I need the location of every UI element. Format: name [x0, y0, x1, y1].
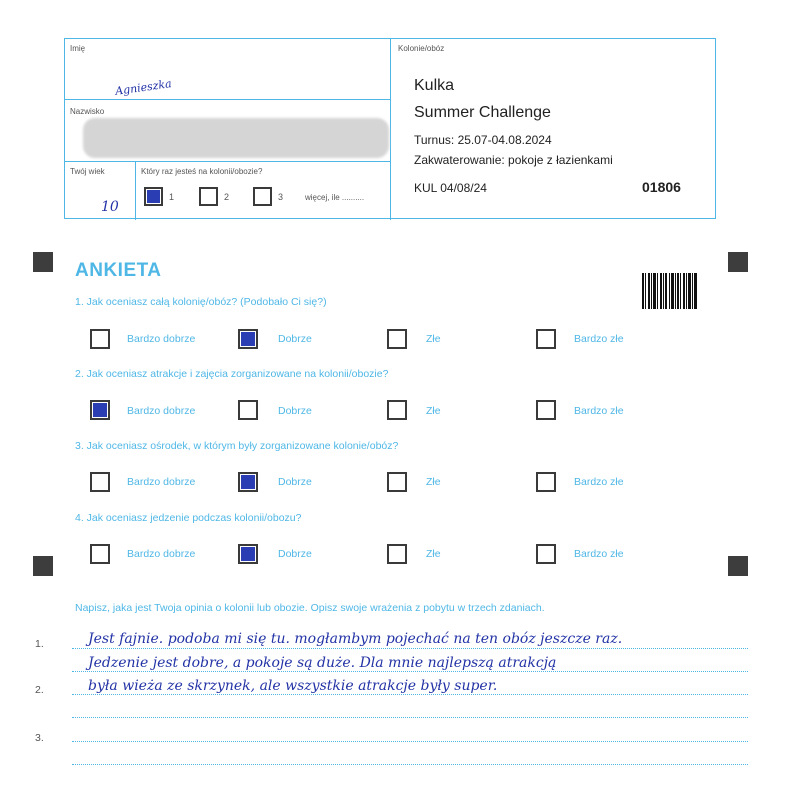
sentence-number: 1. — [35, 638, 44, 650]
ktory-raz-checkbox-2[interactable] — [199, 187, 218, 206]
q1-option-zle[interactable] — [387, 329, 407, 349]
q3-option-bardzo-zle[interactable] — [536, 472, 556, 492]
header-divider — [135, 161, 136, 220]
wiek-value[interactable]: 10 — [101, 199, 119, 215]
ktory-raz-checkbox-1[interactable] — [144, 187, 163, 206]
writing-line — [72, 671, 748, 672]
imie-label: Imię — [70, 44, 86, 53]
camp-code: KUL 04/08/24 — [414, 181, 487, 195]
q4-option-zle[interactable] — [387, 544, 407, 564]
nazwisko-label: Nazwisko — [70, 107, 105, 116]
header-form — [64, 38, 716, 219]
handwritten-line-3[interactable]: była wieża ze skrzynek, ale wszystkie atrakcje były super. — [88, 678, 498, 694]
registration-marker — [728, 556, 748, 576]
turnus-text: Turnus: 25.07-04.08.2024 — [414, 133, 552, 147]
q2-option-bardzo-dobrze[interactable] — [90, 400, 110, 420]
writing-line — [72, 741, 748, 742]
q2-option-dobrze[interactable] — [238, 400, 258, 420]
zakwaterowanie-text: Zakwaterowanie: pokoje z łazienkami — [414, 153, 613, 167]
kolonie-label: Kolonie/obóz — [398, 44, 445, 53]
option-label: Złe — [426, 333, 441, 345]
header-divider — [65, 99, 390, 100]
question-4-text: 4. Jak oceniasz jedzenie podczas kolonii/obozu? — [75, 512, 302, 524]
form-number: 01806 — [642, 179, 681, 195]
camp-subtitle: Summer Challenge — [414, 104, 551, 121]
registration-marker — [33, 252, 53, 272]
option-label: Bardzo złe — [574, 333, 624, 345]
wiecej-label[interactable]: więcej, ile .......... — [305, 193, 365, 202]
q1-option-dobrze[interactable] — [238, 329, 258, 349]
question-3-text: 3. Jak oceniasz ośrodek, w którym były zorganizowane kolonie/obóz? — [75, 440, 399, 452]
barcode — [642, 273, 697, 309]
option-label: Bardzo dobrze — [127, 548, 196, 560]
option-label: Złe — [426, 548, 441, 560]
header-divider — [390, 39, 391, 220]
ktory-raz-option-label: 2 — [224, 192, 230, 202]
sentence-number: 3. — [35, 732, 44, 744]
option-label: Bardzo dobrze — [127, 476, 196, 488]
option-label: Dobrze — [278, 548, 312, 560]
writing-line — [72, 694, 748, 695]
registration-marker — [33, 556, 53, 576]
option-label: Dobrze — [278, 476, 312, 488]
q4-option-bardzo-zle[interactable] — [536, 544, 556, 564]
option-label: Bardzo złe — [574, 476, 624, 488]
q1-option-bardzo-dobrze[interactable] — [90, 329, 110, 349]
registration-marker — [728, 252, 748, 272]
wiek-label: Twój wiek — [70, 167, 105, 176]
option-label: Dobrze — [278, 333, 312, 345]
q1-option-bardzo-zle[interactable] — [536, 329, 556, 349]
ktory-raz-label: Który raz jesteś na kolonii/obozie? — [141, 167, 263, 176]
ktory-raz-option-label: 1 — [169, 192, 175, 202]
writing-line — [72, 648, 748, 649]
q3-option-zle[interactable] — [387, 472, 407, 492]
ktory-raz-checkbox-3[interactable] — [253, 187, 272, 206]
option-label: Bardzo dobrze — [127, 333, 196, 345]
handwritten-line-2[interactable]: Jedzenie jest dobre, a pokoje są duże. Dla mnie najlepszą atrakcją — [88, 655, 557, 671]
option-label: Złe — [426, 405, 441, 417]
writing-line — [72, 764, 748, 765]
question-2-text: 2. Jak oceniasz atrakcje i zajęcia zorganizowane na kolonii/obozie? — [75, 368, 389, 380]
option-label: Złe — [426, 476, 441, 488]
q4-option-dobrze[interactable] — [238, 544, 258, 564]
question-1-text: 1. Jak oceniasz całą kolonię/obóz? (Podobało Ci się?) — [75, 296, 327, 308]
option-label: Bardzo dobrze — [127, 405, 196, 417]
option-label: Bardzo złe — [574, 405, 624, 417]
q3-option-dobrze[interactable] — [238, 472, 258, 492]
handwritten-line-1[interactable]: Jest fajnie. podoba mi się tu. mogłambym pojechać na ten obóz jeszcze raz. — [88, 631, 623, 647]
imie-value[interactable]: Agnieszka — [114, 77, 173, 98]
header-divider — [65, 161, 390, 162]
sentence-number: 2. — [35, 684, 44, 696]
camp-name: Kulka — [414, 77, 455, 94]
survey-title: ANKIETA — [75, 260, 162, 281]
option-label: Dobrze — [278, 405, 312, 417]
q4-option-bardzo-dobrze[interactable] — [90, 544, 110, 564]
q2-option-bardzo-zle[interactable] — [536, 400, 556, 420]
nazwisko-redacted-field — [83, 118, 389, 158]
ktory-raz-option-label: 3 — [278, 192, 284, 202]
option-label: Bardzo złe — [574, 548, 624, 560]
q2-option-zle[interactable] — [387, 400, 407, 420]
opinion-instruction: Napisz, jaka jest Twoja opinia o kolonii lub obozie. Opisz swoje wrażenia z pobytu w trzech zdaniach. — [75, 602, 545, 614]
q3-option-bardzo-dobrze[interactable] — [90, 472, 110, 492]
writing-line — [72, 717, 748, 718]
